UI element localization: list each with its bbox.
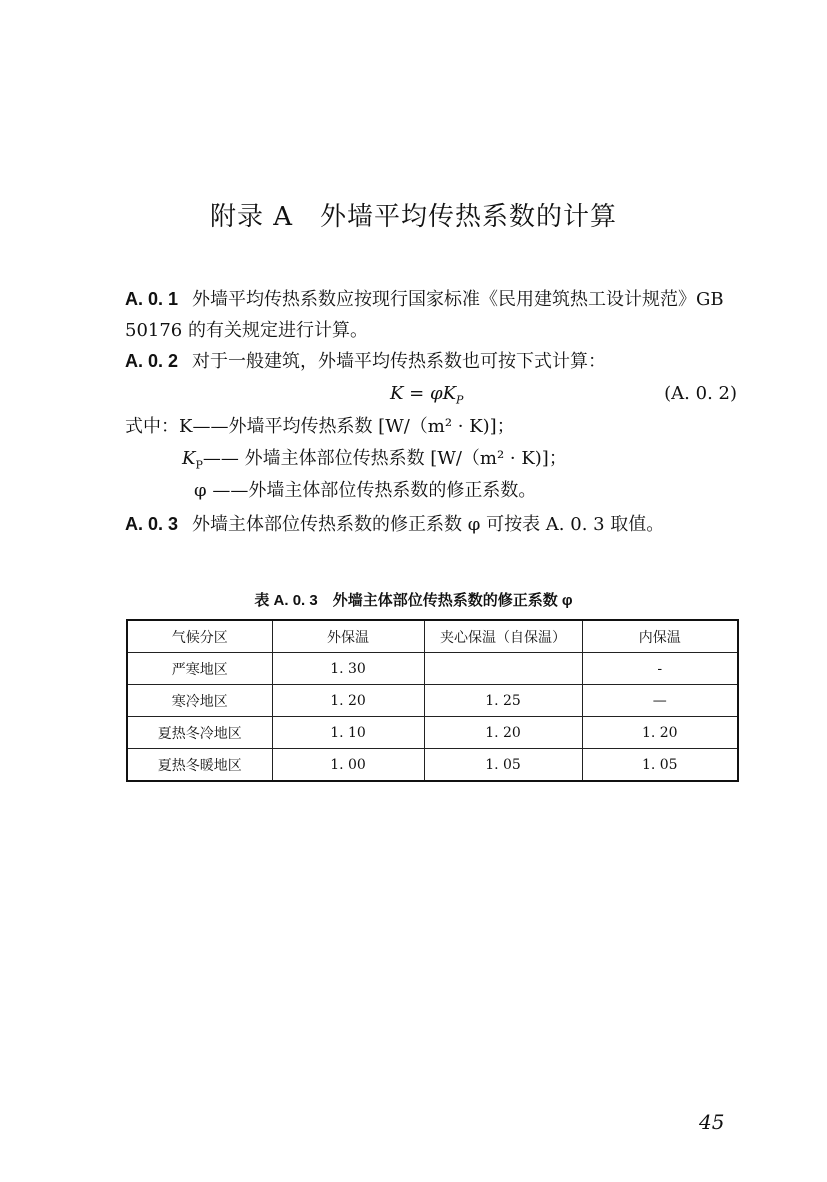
- table-header-cell: 外保温: [272, 620, 424, 653]
- table-row: [127, 653, 738, 685]
- table-cell: 1. 05: [582, 749, 738, 782]
- table-cell: 夏热冬冷地区: [127, 717, 272, 749]
- table-cell: 1. 00: [272, 749, 424, 782]
- table-cell: 1. 10: [272, 717, 424, 749]
- where-k: 式中：K——外墙平均传热系数 [W/（m² · K)]；: [125, 416, 515, 437]
- table-cell: 1. 05: [424, 749, 582, 782]
- clause-a01: [125, 284, 740, 346]
- table-row: [127, 685, 738, 717]
- table-cell: 1. 20: [424, 717, 582, 749]
- formula-line: [125, 378, 737, 409]
- table-caption: 表 A. 0. 3 外墙主体部位传热系数的修正系数 φ: [254, 592, 573, 609]
- table-header-row: [127, 620, 738, 653]
- formula: $K = \varphi K_P$: [390, 383, 464, 407]
- formula-number: (A. 0. 2): [664, 383, 737, 404]
- page-number: 45: [699, 1110, 725, 1134]
- table-cell: 1. 25: [424, 685, 582, 717]
- table-header-cell: 内保温: [582, 620, 738, 653]
- table-cell: [424, 653, 582, 685]
- clause-number: A. 0. 2: [125, 351, 179, 371]
- table-header-cell: 气候分区: [127, 620, 272, 653]
- where-kp: $K_P——$ 外墙主体部位传热系数 [W/（m² · K)]；: [182, 448, 567, 472]
- table-cell: 严寒地区: [127, 653, 272, 685]
- table-row: [127, 717, 738, 749]
- clause-number: A. 0. 3: [125, 514, 179, 534]
- coefficient-table: [126, 619, 739, 782]
- clause-a03: [125, 509, 740, 540]
- clause-text: 外墙主体部位传热系数的修正系数 φ 可按表 A. 0. 3 取值。: [192, 514, 665, 535]
- table-cell: —: [582, 685, 738, 717]
- clause-number: A. 0. 1: [125, 289, 179, 309]
- clause-text: 外墙平均传热系数应按现行国家标准《民用建筑热工设计规范》GB 50176 的有关规定进行计算。: [125, 289, 724, 341]
- table-cell: 寒冷地区: [127, 685, 272, 717]
- table-cell: 1. 20: [272, 685, 424, 717]
- table-row: [127, 749, 738, 782]
- clause-a02: [125, 346, 740, 377]
- where-phi: φ ——外墙主体部位传热系数的修正系数。: [194, 480, 537, 501]
- table-cell: 1. 30: [272, 653, 424, 685]
- table-header-cell: 夹心保温（自保温）: [424, 620, 582, 653]
- page-title: 附录 A 外墙平均传热系数的计算: [209, 202, 618, 232]
- clause-text: 对于一般建筑，外墙平均传热系数也可按下式计算：: [192, 351, 607, 372]
- table-cell: -: [582, 653, 738, 685]
- table-cell: 1. 20: [582, 717, 738, 749]
- table-cell: 夏热冬暖地区: [127, 749, 272, 782]
